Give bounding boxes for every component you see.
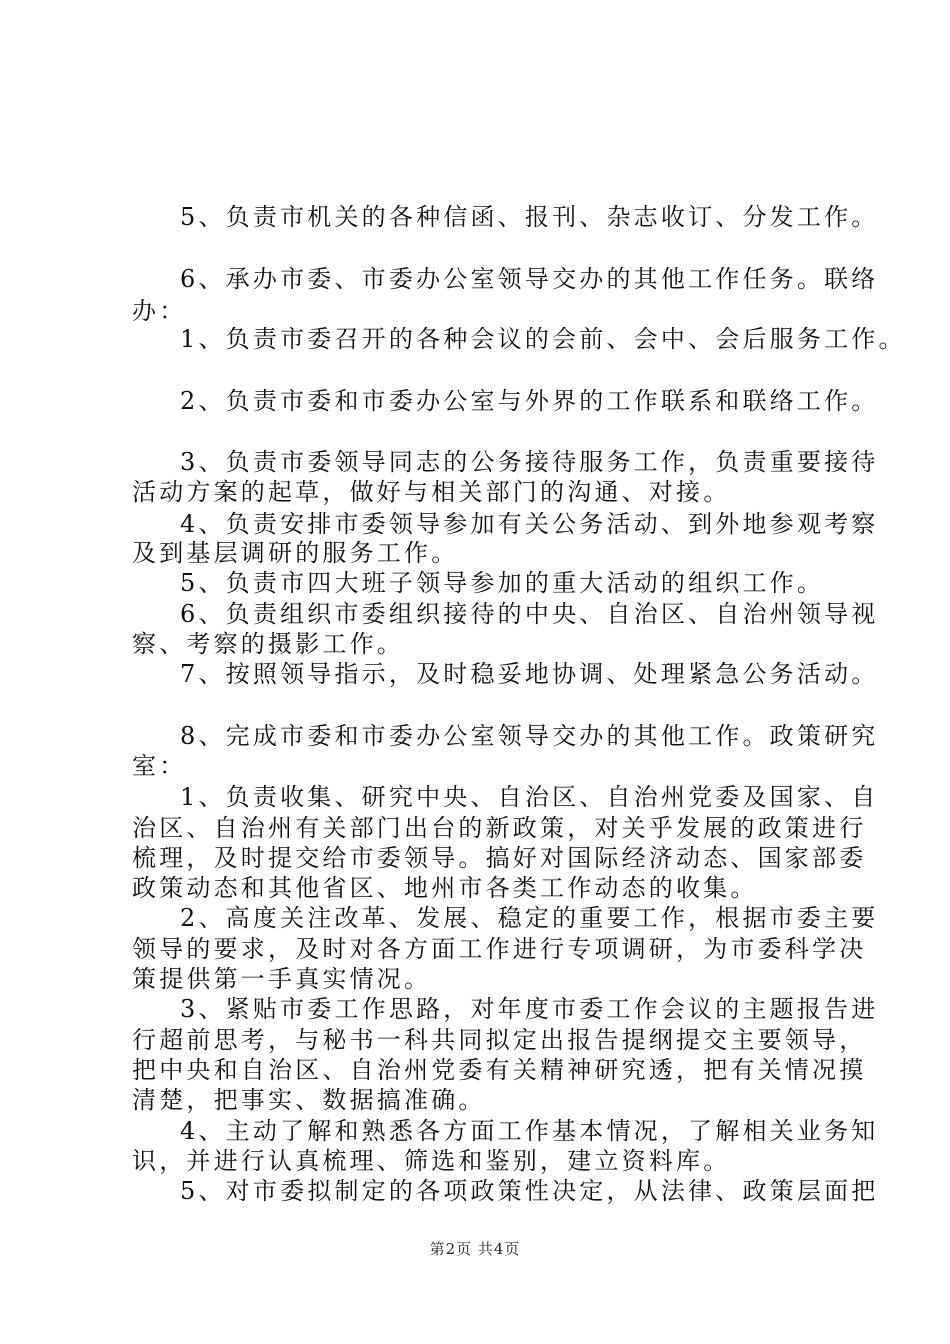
paragraph-line: 4、主动了解和熟悉各方面工作基本情况，了解相关业务知 [180, 1117, 879, 1145]
paragraph-line: 2、高度关注改革、发展、稳定的重要工作，根据市委主要 [180, 904, 879, 932]
paragraph-line: 政策动态和其他省区、地州市各类工作动态的收集。 [132, 874, 758, 902]
paragraph-line: 察、考察的摄影工作。 [132, 630, 404, 658]
paragraph-line: 治区、自治州有关部门出台的新政策，对关乎发展的政策进行 [132, 814, 867, 842]
paragraph-line: 6、负责组织市委组织接待的中央、自治区、自治州领导视 [180, 600, 879, 628]
paragraph-line: 及到基层调研的服务工作。 [132, 539, 459, 567]
paragraph-line: 室： [132, 752, 187, 780]
paragraph-line: 5、负责市四大班子领导参加的重大活动的组织工作。 [180, 569, 825, 597]
page-footer: 第2页 共4页 [429, 1240, 521, 1258]
paragraph-line: 5、负责市机关的各种信函、报刊、杂志收订、分发工作。 [180, 203, 879, 231]
paragraph-line: 7、按照领导指示，及时稳妥地协调、处理紧急公务活动。 [180, 660, 879, 688]
paragraph-line: 行超前思考，与秘书一科共同拟定出报告提纲提交主要领导， [132, 1026, 867, 1054]
paragraph-line: 8、完成市委和市委办公室领导交办的其他工作。政策研究 [180, 722, 879, 750]
paragraph-line: 识，并进行认真梳理、筛选和鉴别，建立资料库。 [132, 1147, 731, 1175]
paragraph-line: 1、负责收集、研究中央、自治区、自治州党委及国家、自 [180, 783, 879, 811]
paragraph-line: 3、紧贴市委工作思路，对年度市委工作会议的主题报告进 [180, 995, 879, 1023]
paragraph-line: 领导的要求，及时对各方面工作进行专项调研，为市委科学决 [132, 935, 867, 963]
paragraph-line: 清楚，把事实、数据搞准确。 [132, 1086, 486, 1114]
paragraph-line: 策提供第一手真实情况。 [132, 965, 432, 993]
paragraph-line: 4、负责安排市委领导参加有关公务活动、到外地参观考察 [180, 510, 879, 538]
paragraph-line: 2、负责市委和市委办公室与外界的工作联系和联络工作。 [180, 387, 879, 415]
paragraph-line: 活动方案的起草，做好与相关部门的沟通、对接。 [132, 478, 731, 506]
paragraph-line: 把中央和自治区、自治州党委有关精神研究透，把有关情况摸 [132, 1056, 867, 1084]
paragraph-line: 1、负责市委召开的各种会议的会前、会中、会后服务工作。 [180, 325, 906, 353]
paragraph-line: 5、对市委拟制定的各项政策性决定，从法律、政策层面把 [180, 1177, 879, 1205]
paragraph-line: 办： [132, 297, 187, 325]
paragraph-line: 3、负责市委领导同志的公务接待服务工作，负责重要接待 [180, 448, 879, 476]
paragraph-line: 6、承办市委、市委办公室领导交办的其他工作任务。联络 [180, 265, 879, 293]
paragraph-line: 梳理，及时提交给市委领导。搞好对国际经济动态、国家部委 [132, 844, 867, 872]
